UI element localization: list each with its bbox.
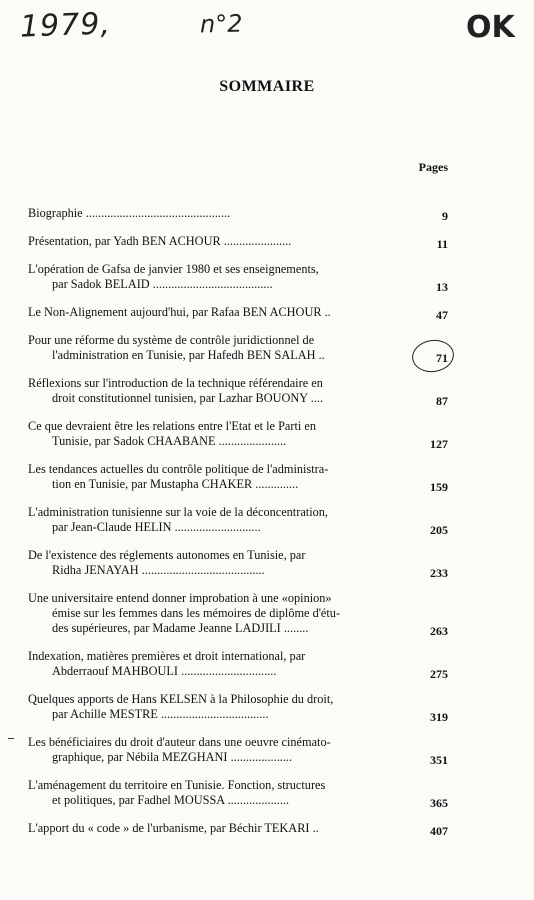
toc-entry-line: par Achille MESTRE ................................... [52, 707, 269, 721]
toc-entry-line: Abderraouf MAHBOULI ............................... [52, 664, 277, 678]
toc-entry-line: et politiques, par Fadhel MOUSSA .................... [52, 793, 290, 807]
toc-entry-page: 319 [430, 710, 448, 724]
toc-entry-line: Les tendances actuelles du contrôle politique de l'administra- [28, 462, 329, 476]
toc-entry-page: 11 [436, 237, 448, 251]
toc-entry-line: émise sur les femmes dans les mémoires de diplôme d'étu- [52, 606, 341, 620]
page-title: SOMMAIRE [219, 78, 315, 95]
toc-entry-page: 159 [430, 480, 448, 494]
toc-entry-line: L'opération de Gafsa de janvier 1980 et ses enseignements, [28, 262, 319, 276]
toc-entry [28, 419, 448, 449]
toc-entry [28, 305, 448, 320]
toc-entry-line: Tunisie, par Sadok CHAABANE ...................... [52, 434, 287, 448]
toc-entry-page: 87 [436, 394, 448, 408]
toc-entry [28, 591, 448, 636]
toc-entry-page: 407 [430, 824, 448, 838]
toc-entry-line: tion en Tunisie, par Mustapha CHAKER .............. [52, 477, 299, 491]
toc-entry [28, 649, 448, 679]
toc-entry-page: 205 [430, 523, 448, 537]
toc-entry-page: 71 [436, 351, 448, 365]
toc-entry-text [28, 376, 412, 406]
toc-entry-line: Une universitaire entend donner improbation à une «opinion» [28, 591, 332, 605]
toc-entry-page: 263 [430, 624, 448, 638]
toc-entry-line: Réflexions sur l'introduction de la technique référendaire en [28, 376, 323, 390]
toc-entry-text [28, 591, 412, 636]
toc-entry [28, 821, 448, 836]
toc-entry-line: des supérieures, par Madame Jeanne LADJILI ........ [52, 621, 309, 635]
toc-entry-page: 233 [430, 566, 448, 580]
toc-entry-line: Le Non-Alignement aujourd'hui, par Rafaa BEN ACHOUR .. [28, 305, 331, 319]
toc-entry-page: 13 [436, 280, 448, 294]
toc-entry-line: l'administration en Tunisie, par Hafedh BEN SALAH .. [52, 348, 325, 362]
toc-entry-text [28, 821, 412, 836]
toc-entry-text [28, 419, 412, 449]
toc-entry-text [28, 735, 412, 765]
toc-entry-line: Indexation, matières premières et droit international, par [28, 649, 306, 663]
table-of-contents [28, 206, 448, 849]
toc-entry [28, 735, 448, 765]
toc-entry [28, 462, 448, 492]
toc-entry-line: par Jean-Claude HELIN ............................ [52, 520, 261, 534]
toc-entry-text [28, 333, 412, 363]
toc-entry-text [28, 262, 412, 292]
handwritten-ok-mark: OK [466, 10, 515, 45]
toc-entry [28, 778, 448, 808]
toc-entry [28, 376, 448, 406]
toc-entry-line: par Sadok BELAID ....................................... [52, 277, 273, 291]
toc-entry-text [28, 692, 412, 722]
toc-entry-line: Ce que devraient être les relations entre l'Etat et le Parti en [28, 419, 316, 433]
toc-entry-line: Quelques apports de Hans KELSEN à la Philosophie du droit, [28, 692, 334, 706]
handwritten-reference: 1979, [19, 6, 112, 45]
toc-entry [28, 548, 448, 578]
toc-entry-line: Présentation, par Yadh BEN ACHOUR ...................... [28, 234, 292, 248]
toc-entry-page: 275 [430, 667, 448, 681]
toc-entry-line: Les bénéficiaires du droit d'auteur dans une oeuvre cinémato- [28, 735, 331, 749]
toc-entry-text [28, 778, 412, 808]
toc-entry [28, 234, 448, 249]
toc-entry [28, 262, 448, 292]
toc-entry-page: 47 [436, 308, 448, 322]
toc-entry-line: graphique, par Nébila MEZGHANI .................... [52, 750, 293, 764]
toc-entry-line: L'aménagement du territoire en Tunisie. Fonction, structures [28, 778, 326, 792]
toc-entry-text [28, 206, 412, 221]
toc-entry-line: L'apport du « code » de l'urbanisme, par Béchir TEKARI .. [28, 821, 319, 835]
toc-entry [28, 505, 448, 535]
toc-entry-text [28, 649, 412, 679]
toc-entry-line: Ridha JENAYAH ........................................ [52, 563, 265, 577]
pages-column-heading: Pages [418, 160, 448, 174]
toc-entry-page: 351 [430, 753, 448, 767]
toc-entry-line: Biographie ............................................... [28, 206, 231, 220]
toc-entry [28, 333, 448, 363]
toc-entry-line: L'administration tunisienne sur la voie de la déconcentration, [28, 505, 328, 519]
toc-entry-text [28, 462, 412, 492]
toc-entry-page: 365 [430, 796, 448, 810]
toc-entry-line: droit constitutionnel tunisien, par Lazhar BOUONY .... [52, 391, 324, 405]
toc-entry-text [28, 234, 412, 249]
handwritten-number: n°2 [199, 9, 243, 39]
toc-entry-text [28, 548, 412, 578]
toc-entry-page: 9 [442, 209, 448, 223]
margin-dash-mark [8, 738, 14, 739]
toc-entry-text [28, 305, 412, 320]
toc-entry-text [28, 505, 412, 535]
toc-entry [28, 206, 448, 221]
toc-entry-line: Pour une réforme du système de contrôle juridictionnel de [28, 333, 315, 347]
toc-entry-line: De l'existence des réglements autonomes en Tunisie, par [28, 548, 306, 562]
toc-entry [28, 692, 448, 722]
toc-entry-page: 127 [430, 437, 448, 451]
